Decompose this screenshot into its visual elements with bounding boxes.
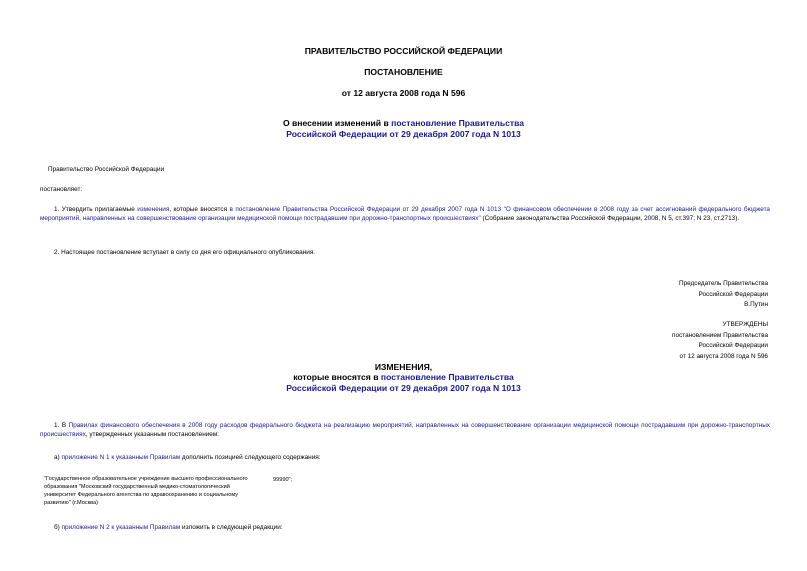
item-b-text-2: изложить в следующей редакции: [180,524,283,531]
table-institution-cell: "Государственное образовательное учреждение высшего профессионального образования "Московский государственный медико-стоматологический университет Федерального агентства по здравоохранению и социальному развитию" (г.Москва) [44,476,248,506]
item-a-text-2: дополнить позицией следующего содержания: [180,454,321,461]
table-amount-cell: 99990"; [273,477,293,483]
item1-text-2: , утвержденных указанным постановлением: [85,430,220,438]
link-changes[interactable]: изменения [137,206,170,213]
document-type: ПОСТАНОВЛЕНИЕ [364,67,443,77]
link-appendix-2[interactable]: приложение N 2 к указанным Правилам [61,524,181,531]
p1-text-1: 1. Утвердить прилагаемые [54,206,138,213]
changes-subtitle-line-1 [0,372,807,382]
item-b-text-1: б) [54,524,62,531]
decrees-label: постановляет: [40,186,83,193]
signature-position-2: Российской Федерации [698,291,768,298]
approval-line-1: УТВЕРЖДЕНЫ [722,321,768,328]
approval-line-4: от 12 августа 2008 года N 596 [679,353,768,360]
changes-subtitle-prefix: которые вносятся в [293,372,381,382]
title-link-resolution-cont[interactable]: Российской Федерации от 29 декабря 2007 года N 1013 [286,129,521,139]
paragraph-2: 2. Настоящее постановление вступает в силу со дня его официального опубликования. [54,249,316,256]
changes-item-1 [40,422,770,439]
approval-line-3: Российской Федерации [698,342,768,349]
issuer: Правительство Российской Федерации [48,166,165,173]
changes-title: ИЗМЕНЕНИЯ, [374,362,433,372]
p1-text-2: , которые вносятся [169,206,230,213]
item1-text-1: 1. В [54,422,69,429]
signature-name: В.Путин [744,301,768,308]
link-rules[interactable]: Правилах финансового обеспечения в 2008 году расходов федерального бюджета на реализацию мероприятий, направленных на совершенствование организации медицинской помощи пострадавшим при дорожно-транспортных происшествиях [40,422,770,438]
paragraph-1 [40,206,770,223]
approval-line-2: постановлением Правительства [672,332,768,339]
changes-link-resolution[interactable]: постановление Правительства [380,372,514,382]
document-title-line-1 [0,118,807,128]
title-prefix: О внесении изменений в [282,118,392,128]
changes-item-b [54,524,283,533]
title-link-resolution[interactable]: постановление Правительства [391,118,525,128]
link-resolution-1013[interactable]: в постановление Правительства Российской Федерации от 29 декабря 2007 года N 1013 "О финансовом обеспечении в 2008 году за счет ассигнований федерального бюджета мероприятий, направленных на совершенствование организации медицинской помощи пострадавшим при дорожно-транспортных происшествиях" [40,206,770,222]
government-title: ПРАВИТЕЛЬСТВО РОССИЙСКОЙ ФЕДЕРАЦИИ [304,46,503,56]
item-a-text-1: а) [54,454,62,461]
changes-link-resolution-cont[interactable]: Российской Федерации от 29 декабря 2007 года N 1013 [286,383,521,393]
link-appendix-1[interactable]: приложение N 1 к указанным Правилам [61,454,181,461]
p1-text-3: (Собрание законодательства Российской Федерации, 2008, N 5, ст.397; N 23, ст.2713). [480,214,740,222]
changes-item-a [54,454,321,463]
document-date-number: от 12 августа 2008 года N 596 [341,88,466,98]
signature-position-1: Председатель Правительства [679,280,768,287]
